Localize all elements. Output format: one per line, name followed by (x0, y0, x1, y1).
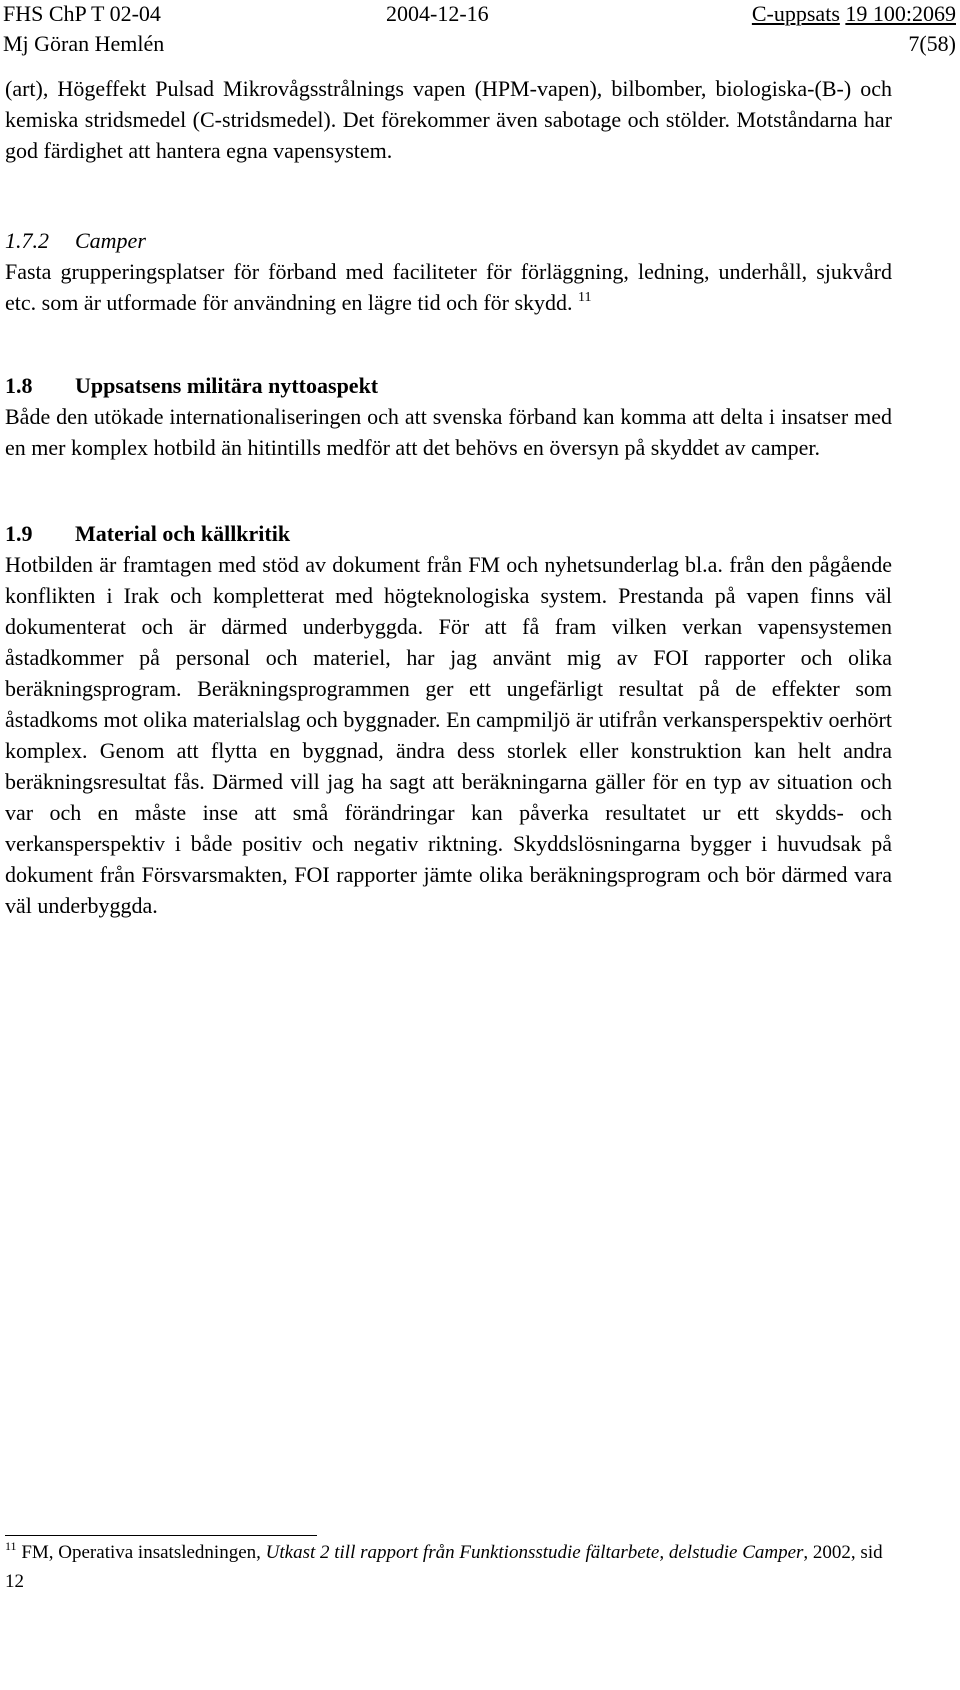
section-number: 1.8 (5, 373, 33, 398)
section-1-7-2-body (5, 256, 892, 318)
footnote-title: Utkast 2 till rapport från Funktionsstudie fältarbete, delstudie Camper (265, 1542, 804, 1563)
footnote (5, 1538, 905, 1596)
footnote-separator (5, 1535, 317, 1536)
header-author: Mj Göran Hemlén (3, 31, 165, 56)
footnote-tail: , 2002, sid 12 (5, 1542, 883, 1592)
section-title: Camper (75, 228, 146, 253)
section-1-9-heading (5, 518, 892, 549)
footnote-reference: 11 (578, 290, 592, 305)
section-1-8-body: Både den utökade internationaliseringen och att svenska förband kan komma att delta i insatser med en mer komplex hotbild än hitintills medför att det behövs en översyn på skyddet av camper. (5, 404, 892, 460)
section-1-8-heading (5, 370, 892, 401)
section-1-7-2-heading (5, 225, 892, 256)
section-body-text: Fasta grupperingsplatser för förband med faciliteter för förläggning, ledning, underhåll, sjukvård etc. som är utformade för användning en lägre tid och för skydd. (5, 259, 892, 315)
header-essay-label: C-uppsats (751, 1, 840, 26)
section-1-9-body: Hotbilden är framtagen med stöd av dokument från FM och nyhetsunderlag bl.a. från den pågående konflikten i Irak och kompletterat med högteknologiska system. Prestanda på vapen finns väl dokumenterat och är därmed underbyggda. För att få fram vilken verkan vapensystemen åstadkommer på personal och materiel, har jag använt mig av FOI rapporter och olika beräkningsprogram. Beräkningsprogrammen ger ett ungefärligt resultat på de effekter som åstadkoms mot olika materialslag och byggnader. En campmiljö är utifrån verkansperspektiv oerhört komplex. Genom att flytta en byggnad, ändra dess storlek eller konstruktion kan helt andra beräkningsresultat fås. Därmed vill jag ha sagt att beräkningarna gäller för en typ av situation och var och en måste inse att små förändringar kan påverka resultatet ur ett skydds- och verkansperspektiv i både positiv och negativ riktning. Skyddslösningarna bygger i huvudsak på dokument från Försvarsmakten, FOI rapporter jämte olika beräkningsprogram och bör därmed vara väl underbyggda. (5, 552, 892, 918)
section-title: Material och källkritik (75, 521, 291, 546)
header-page-number: 7(58) (908, 31, 956, 56)
header-essay-code: 19 100:2069 (845, 1, 956, 26)
footnote-text: FM, Operativa insatsledningen, (21, 1542, 266, 1563)
section-number: 1.9 (5, 521, 33, 546)
section-number: 1.7.2 (5, 228, 49, 253)
intro-paragraph: (art), Högeffekt Pulsad Mikrovågsstrålnings vapen (HPM-vapen), bilbomber, biologiska-(B-) och kemiska stridsmedel (C-stridsmedel). Det förekommer även sabotage och stölder. Motståndarna har god färdighet att hantera egna vapensystem. (5, 76, 892, 163)
footnote-number: 11 (5, 1539, 17, 1553)
header-course: FHS ChP T 02-04 (3, 1, 161, 26)
section-title: Uppsatsens militära nyttoaspekt (75, 373, 379, 398)
header-essay-id (752, 1, 956, 27)
header-date: 2004-12-16 (386, 1, 489, 26)
